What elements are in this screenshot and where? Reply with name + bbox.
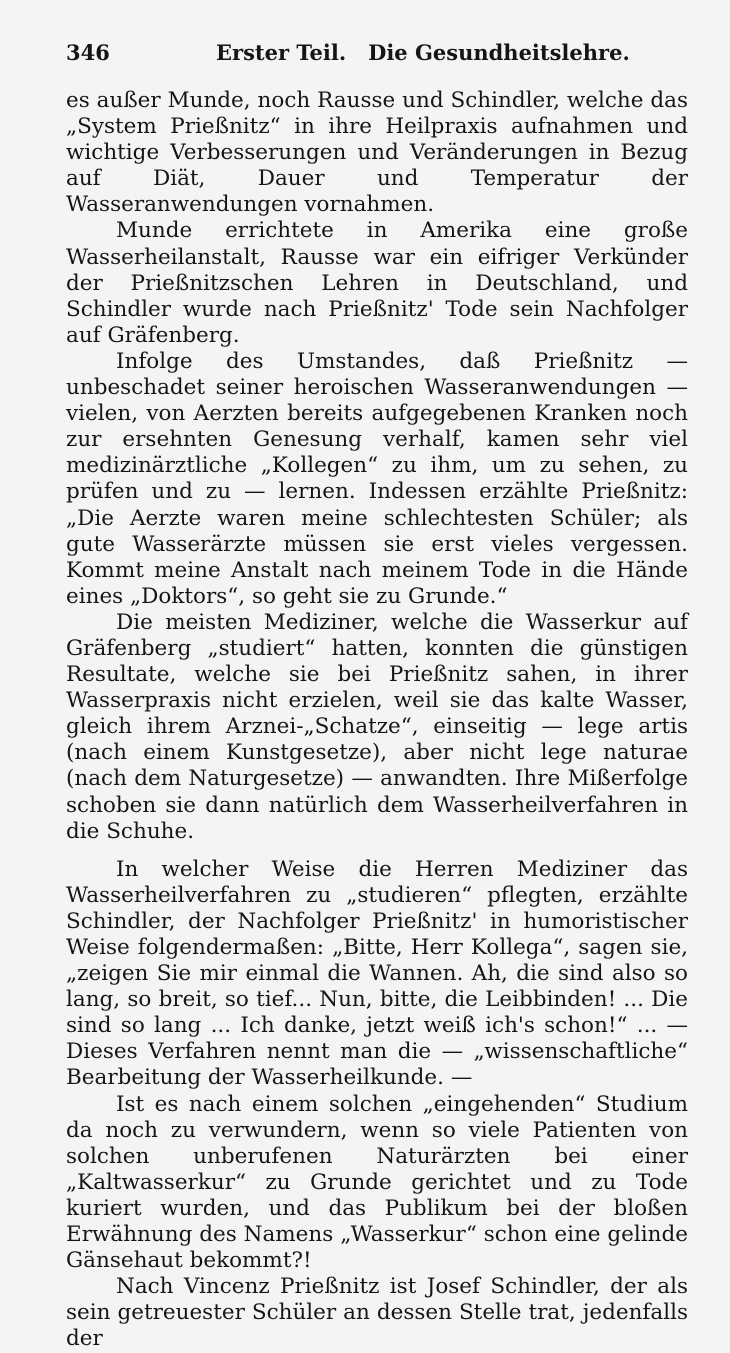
paragraph-5: In welcher Weise die Herren Mediziner das Wasserheilverfahren zu „studieren“ pflegten, erzählte Schindler, der Nachfolger Prießnitz' in humoristischer Weise folgendermaßen: „Bitte, Herr Kollega“, sagen sie, „zeigen Sie mir einmal die Wannen. Ah, die sind also so lang, so breit, so tief... Nun, bitte, die Leibbinden! ... Die sind so lang ... Ich danke, jetzt weiß ich's schon!“ ... — Dieses Verfahren nennt man die — „wissenschaftliche“ Bearbeitung der Wasserheilkunde. —	[66, 856, 688, 1091]
page-header	[66, 40, 688, 80]
paragraph-3: Infolge des Umstandes, daß Prießnitz — unbeschadet seiner heroischen Wasseranwendungen — vielen, von Aerzten bereits aufgegebenen Kranken noch zur ersehnten Genesung verhalf, kamen sehr viel medizinärztliche „Kollegen“ zu ihm, um zu sehen, zu prüfen und zu — lernen. Indessen erzählte Prießnitz: „Die Aerzte waren meine schlechtesten Schüler; als gute Wasserärzte müssen sie erst vieles vergessen. Kommt meine Anstalt nach meinem Tode in die Hände eines „Doktors“, so geht sie zu Grunde.“	[66, 348, 688, 609]
paragraph-7: Nach Vincenz Prießnitz ist Josef Schindler, der als sein getreuester Schüler an dessen Stelle trat, jedenfalls der	[66, 1274, 688, 1352]
body-text	[66, 88, 688, 1353]
paragraph-2: Munde errichtete in Amerika eine große Wasserheilanstalt, Rausse war ein eifriger Verkünder der Prießnitzschen Lehren in Deutschland, und Schindler wurde nach Prießnitz' Tode sein Nachfolger auf Gräfenberg.	[66, 218, 688, 348]
page-number: 346	[66, 40, 110, 65]
paragraph-6: Ist es nach einem solchen „eingehenden“ Studium da noch zu verwundern, wenn so viele Patienten von solchen unberufenen Naturärzten bei einer „Kaltwasserkur“ zu Grunde gerichtet und zu Tode kuriert wurden, und das Publikum bei der bloßen Erwähnung des Namens „Wasserkur“ schon eine gelinde Gänsehaut bekommt?!	[66, 1091, 688, 1274]
paragraph-4: Die meisten Mediziner, welche die Wasserkur auf Gräfenberg „studiert“ hatten, konnten die günstigen Resultate, welche sie bei Prießnitz sahen, in ihrer Wasserpraxis nicht erzielen, weil sie das kalte Wasser, gleich ihrem Arznei-„Schatze“, einseitig — lege artis (nach einem Kunstgesetze), aber nicht lege naturae (nach dem Naturgesetze) — anwandten. Ihre Mißerfolge schoben sie dann natürlich dem Wasserheilverfahren in die Schuhe.	[66, 609, 688, 844]
running-title: Erster Teil. Die Gesundheitslehre.	[216, 40, 630, 65]
paragraph-1: es außer Munde, noch Rausse und Schindler, welche das „System Prießnitz“ in ihre Heilpraxis aufnahmen und wichtige Verbesserungen und Veränderungen in Bezug auf Diät, Dauer und Temperatur der Wasseranwendungen vornahmen.	[66, 88, 688, 218]
